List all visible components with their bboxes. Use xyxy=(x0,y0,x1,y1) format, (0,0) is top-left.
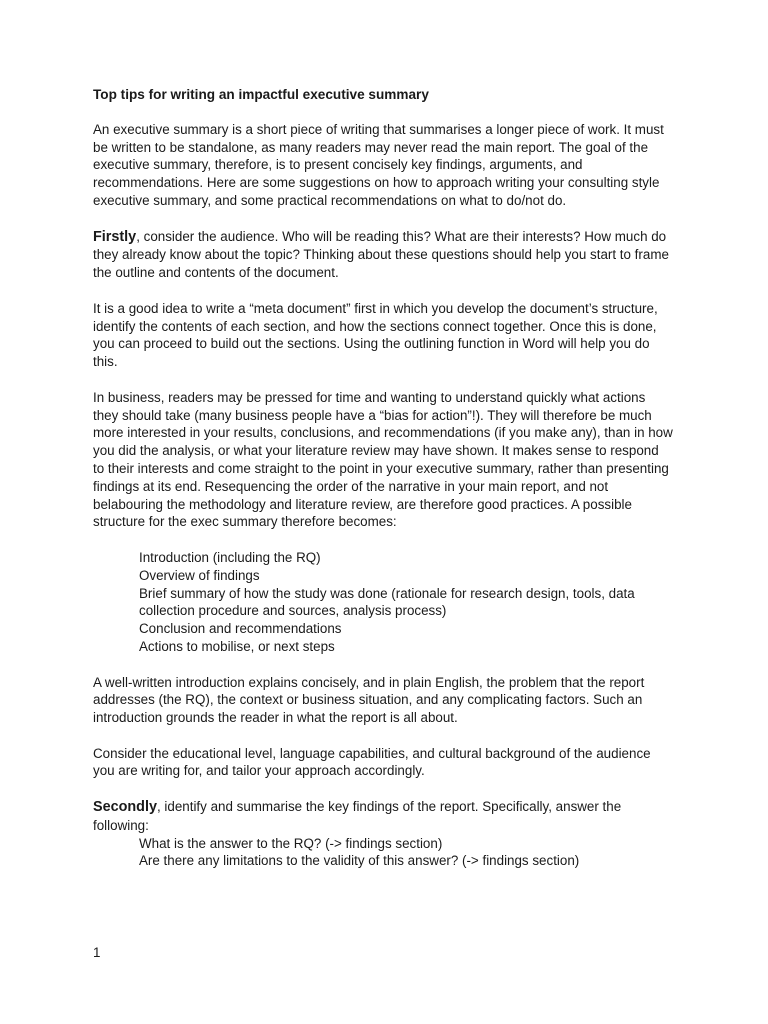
list-item: What is the answer to the RQ? (-> findings section) xyxy=(139,835,443,851)
firstly-paragraph xyxy=(93,228,673,282)
list-item: Are there any limitations to the validity of this answer? (-> findings section) xyxy=(139,853,580,869)
secondly-lead: Secondly xyxy=(93,799,157,816)
list-item: Introduction (including the RQ) xyxy=(139,549,321,565)
list-item: Brief summary of how the study was done (rationale for research design, tools, data collection procedure and sources, analysis process) xyxy=(139,585,635,619)
list-item: Actions to mobilise, or next steps xyxy=(139,638,335,654)
firstly-text: , consider the audience. Who will be reading this? What are their interests? How much do they already know about the topic? Thinking about these questions should help you start to frame the outline and contents of the document. xyxy=(93,228,669,281)
audience-paragraph: Consider the educational level, language capabilities, and cultural background of the audience you are writing for, and tailor your approach accordingly. xyxy=(93,745,651,779)
list-item: Conclusion and recommendations xyxy=(139,621,342,637)
questions-list xyxy=(93,835,673,871)
business-readers-paragraph: In business, readers may be pressed for time and wanting to understand quickly what actions they should take (many business people have a “bias for action”!). They will therefore be much more interested in your results, conclusions, and recommendations (if you make any), than in how you did the analysis, or what your literature review may have shown. It makes sense to respond to their interests and come straight to the point in your executive summary, rather than presenting findings at its end. Resequencing the order of the narrative in your main report, and not belabouring the methodology and literature review, are therefore good practices. A possible structure for the exec summary therefore becomes: xyxy=(93,389,673,530)
introduction-paragraph: A well-written introduction explains concisely, and in plain English, the problem that the report addresses (the RQ), the context or business situation, and any complicating factors. Such an introduction grounds the reader in what the report is all about. xyxy=(93,674,645,726)
intro-paragraph: An executive summary is a short piece of writing that summarises a longer piece of work. It must be written to be standalone, as many readers may never read the main report. The goal of the executive summary, therefore, is to present concisely key findings, arguments, and recommendations. Here are some suggestions on how to approach writing your consulting style executive summary, and some practical recommendations on what to do/not do. xyxy=(93,121,664,208)
firstly-lead: Firstly xyxy=(93,228,137,245)
document-title: Top tips for writing an impactful executive summary xyxy=(93,87,429,102)
document-page xyxy=(93,86,673,870)
secondly-text: , identify and summarise the key findings of the report. Specifically, answer the following: xyxy=(93,799,622,833)
structure-list xyxy=(93,549,673,656)
page-number: 1 xyxy=(93,945,101,960)
secondly-paragraph xyxy=(93,798,673,835)
meta-document-paragraph: It is a good idea to write a “meta document” first in which you develop the document’s structure, identify the contents of each section, and how the sections connect together. Once this is done, you can proceed to build out the sections. Using the outlining function in Word will help you do this. xyxy=(93,300,658,370)
list-item: Overview of findings xyxy=(139,567,260,583)
